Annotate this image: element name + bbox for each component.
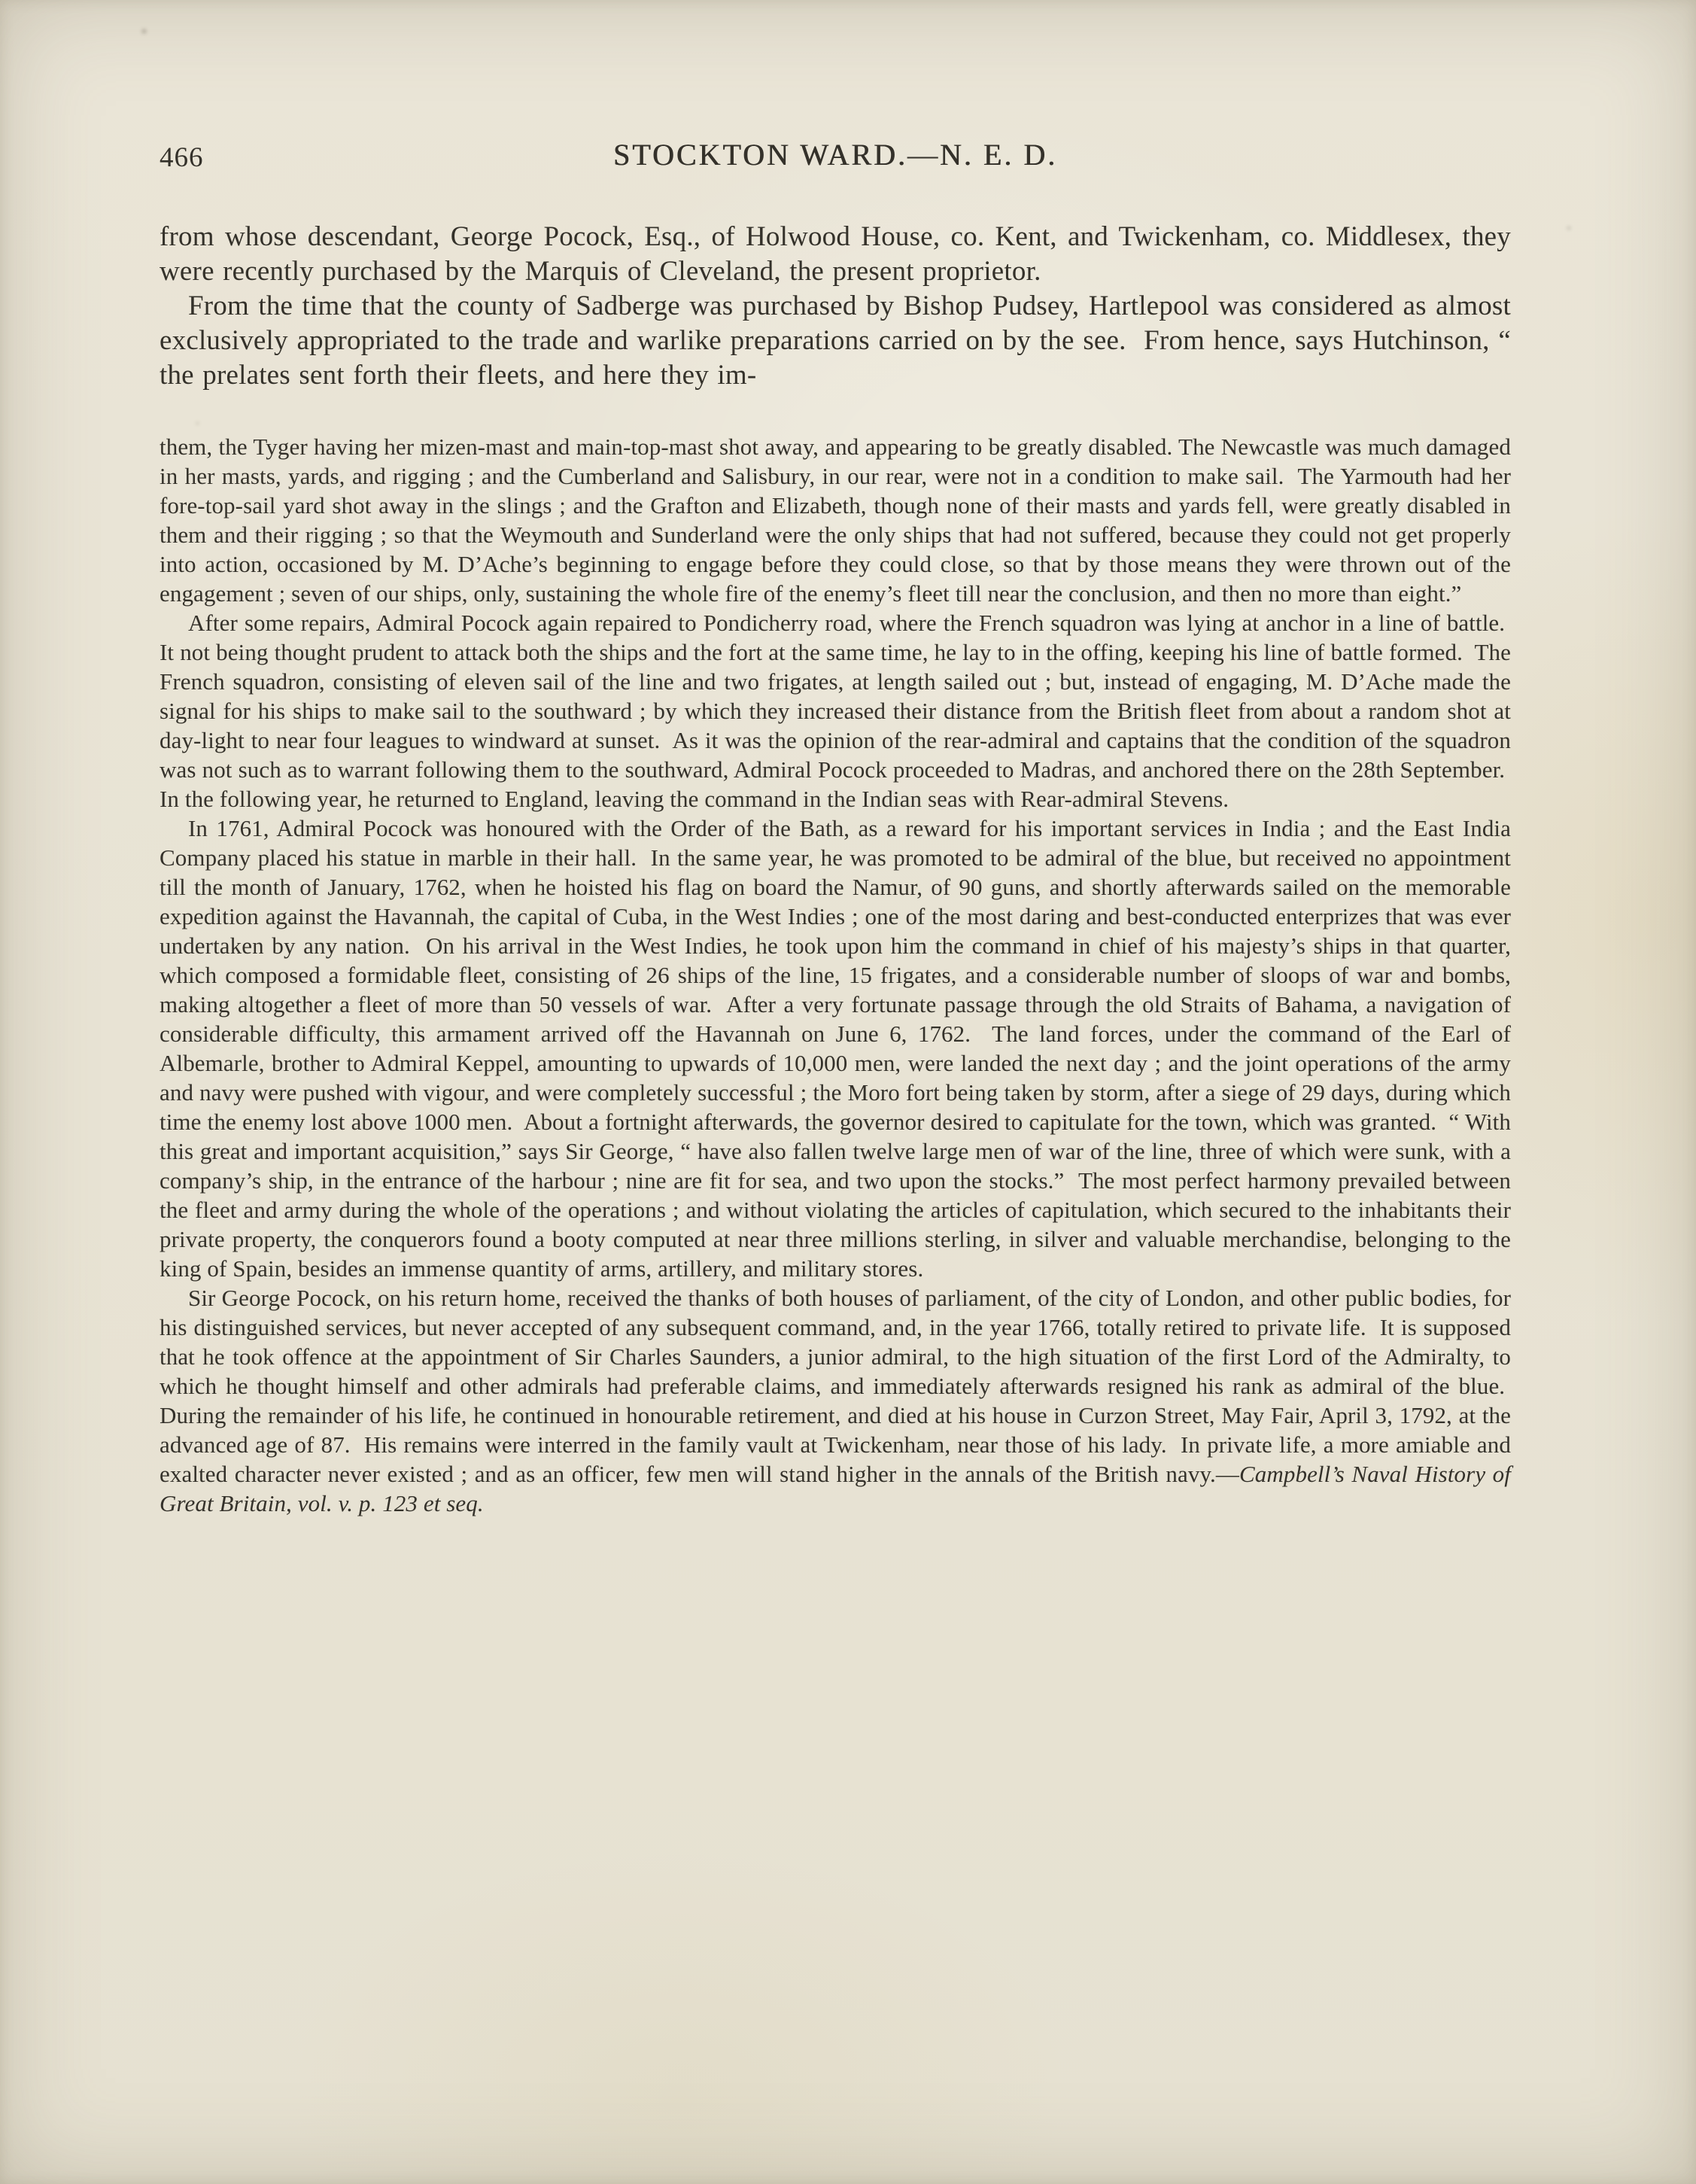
footnote-paragraph: After some repairs, Admiral Pocock again repaired to Pondicherry road, where the French squadron was lying at anchor in a line of battle. It not being thought prudent to attack both the ships and the fort at the same time, he lay to in the offing, keeping his line of battle formed. The French squadron, consisting of eleven sail of the line and two frigates, at length sailed out ; but, instead of engaging, M. D’Ache made the signal for his ships to make sail to the southward ; by which they increased their distance from the British fleet from about a random shot at day-light to near four leagues to windward at sunset. As it was the opinion of the rear-admiral and captains that the condition of the squadron was not such as to warrant following them to the southward, Admiral Pocock proceeded to Madras, and anchored there on the 28th September. In the following year, he returned to England, leaving the command in the Indian seas with Rear-admiral Stevens. — [160, 610, 1511, 812]
page-header — [160, 137, 1511, 176]
footnote-paragraph: In 1761, Admiral Pocock was honoured with the Order of the Bath, as a reward for his important services in India ; and the East India Company placed his statue in marble in their hall. In the same year, he was promoted to be admiral of the blue, but received no appointment till the month of January, 1762, when he hoisted his flag on board the Namur, of 90 guns, and shortly afterwards sailed on the memorable expedition against the Havannah, the capital of Cuba, in the West Indies ; one of the most daring and best-conducted enterprizes that was ever undertaken by any nation. On his arrival in the West Indies, he took upon him the command in chief of his majesty’s ships in that quarter, which composed a formidable fleet, consisting of 26 ships of the line, 15 frigates, and a considerable number of sloops of war and bombs, making altogether a fleet of more than 50 vessels of war. After a very fortunate passage through the old Straits of Bahama, a navigation of considerable difficulty, this armament arrived off the Havannah on June 6, 1762. The land forces, under the command of the Earl of Albemarle, brother to Admiral Keppel, amounting to upwards of 10,000 men, were landed the next day ; and the joint operations of the army and navy were pushed with vigour, and were completely successful ; the Moro fort being taken by storm, after a siege of 29 days, during which time the enemy lost above 1000 men. About a fortnight afterwards, the governor desired to capitulate for the town, which was granted. “ With this great and important acquisition,” says Sir George, “ have also fallen twelve large men of war of the line, three of which were sunk, with a company’s ship, in the entrance of the harbour ; nine are fit for sea, and two upon the stocks.” The most perfect harmony prevailed between the fleet and army during the whole of the operations ; and without violating the articles of capitulation, which secured to the inhabitants their private property, the conquerors found a booty computed at near three millions sterling, in silver and valuable merchandise, belonging to the king of Spain, besides an immense quantity of arms, artillery, and military stores. — [160, 815, 1511, 1282]
body-paragraph: from whose descendant, George Pocock, Esq., of Holwood House, co. Kent, and Twickenham, co. Middlesex, they were recently purchased by the Marquis of Cleveland, the present proprietor. — [160, 221, 1511, 287]
scan-speckle — [196, 421, 199, 425]
footnote-paragraph — [160, 1283, 1511, 1518]
footnote-section — [160, 432, 1511, 1518]
running-header-title: STOCKTON WARD.—N. E. D. — [612, 138, 1058, 172]
footnote-paragraph: them, the Tyger having her mizen-mast and main-top-mast shot away, and appearing to be greatly disabled. The Newcastle was much damaged in her masts, yards, and rigging ; and the Cumberland and Salisbury, in our rear, were not in a condition to make sail. The Yarmouth had her fore-top-sail yard shot away in the slings ; and the Grafton and Elizabeth, though none of their masts and yards fell, were greatly disabled in them and their rigging ; so that the Weymouth and Sunderland were the only ships that had not suffered, because they could not get properly into action, occasioned by M. D’Ache’s beginning to engage before they could close, so that by those means they were thrown out of the engagement ; seven of our ships, only, sustaining the whole fire of the enemy’s fleet till near the conclusion, and then no more than eight.” — [160, 433, 1511, 607]
citation-italic: Campbell’s Naval History of Great Britain, vol. v. p. 123 et seq. — [160, 1461, 1511, 1516]
body-paragraph: From the time that the county of Sadberge was purchased by Bishop Pudsey, Hartlepool was considered as almost exclusively appropriated to the trade and warlike preparations carried on by the see. From hence, says Hutchinson, “ the prelates sent forth their fleets, and here they im- — [160, 290, 1511, 391]
footnote-paragraph-text: Sir George Pocock, on his return home, received the thanks of both houses of parliament, of the city of London, and other public bodies, for his distinguished services, but never accepted of any subsequent command, and, in the year 1766, totally retired to private life. It is supposed that he took offence at the appointment of Sir Charles Saunders, a junior admiral, to the high situation of the first Lord of the Admiralty, to which he thought himself and other admirals had preferable claims, and immediately afterwards resigned his rank as admiral of the blue. During the remainder of his life, he continued in honourable retirement, and died at his house in Curzon Street, May Fair, April 3, 1792, at the advanced age of 87. His remains were interred in the family vault at Twickenham, near those of his lady. In private life, a more amiable and exalted character never existed ; and as an officer, few men will stand higher in the annals of the British navy.— — [160, 1285, 1511, 1487]
main-text-section — [160, 220, 1511, 393]
page-number: 466 — [160, 142, 204, 173]
scan-speckle — [141, 29, 147, 34]
scan-speckle — [1567, 226, 1571, 230]
